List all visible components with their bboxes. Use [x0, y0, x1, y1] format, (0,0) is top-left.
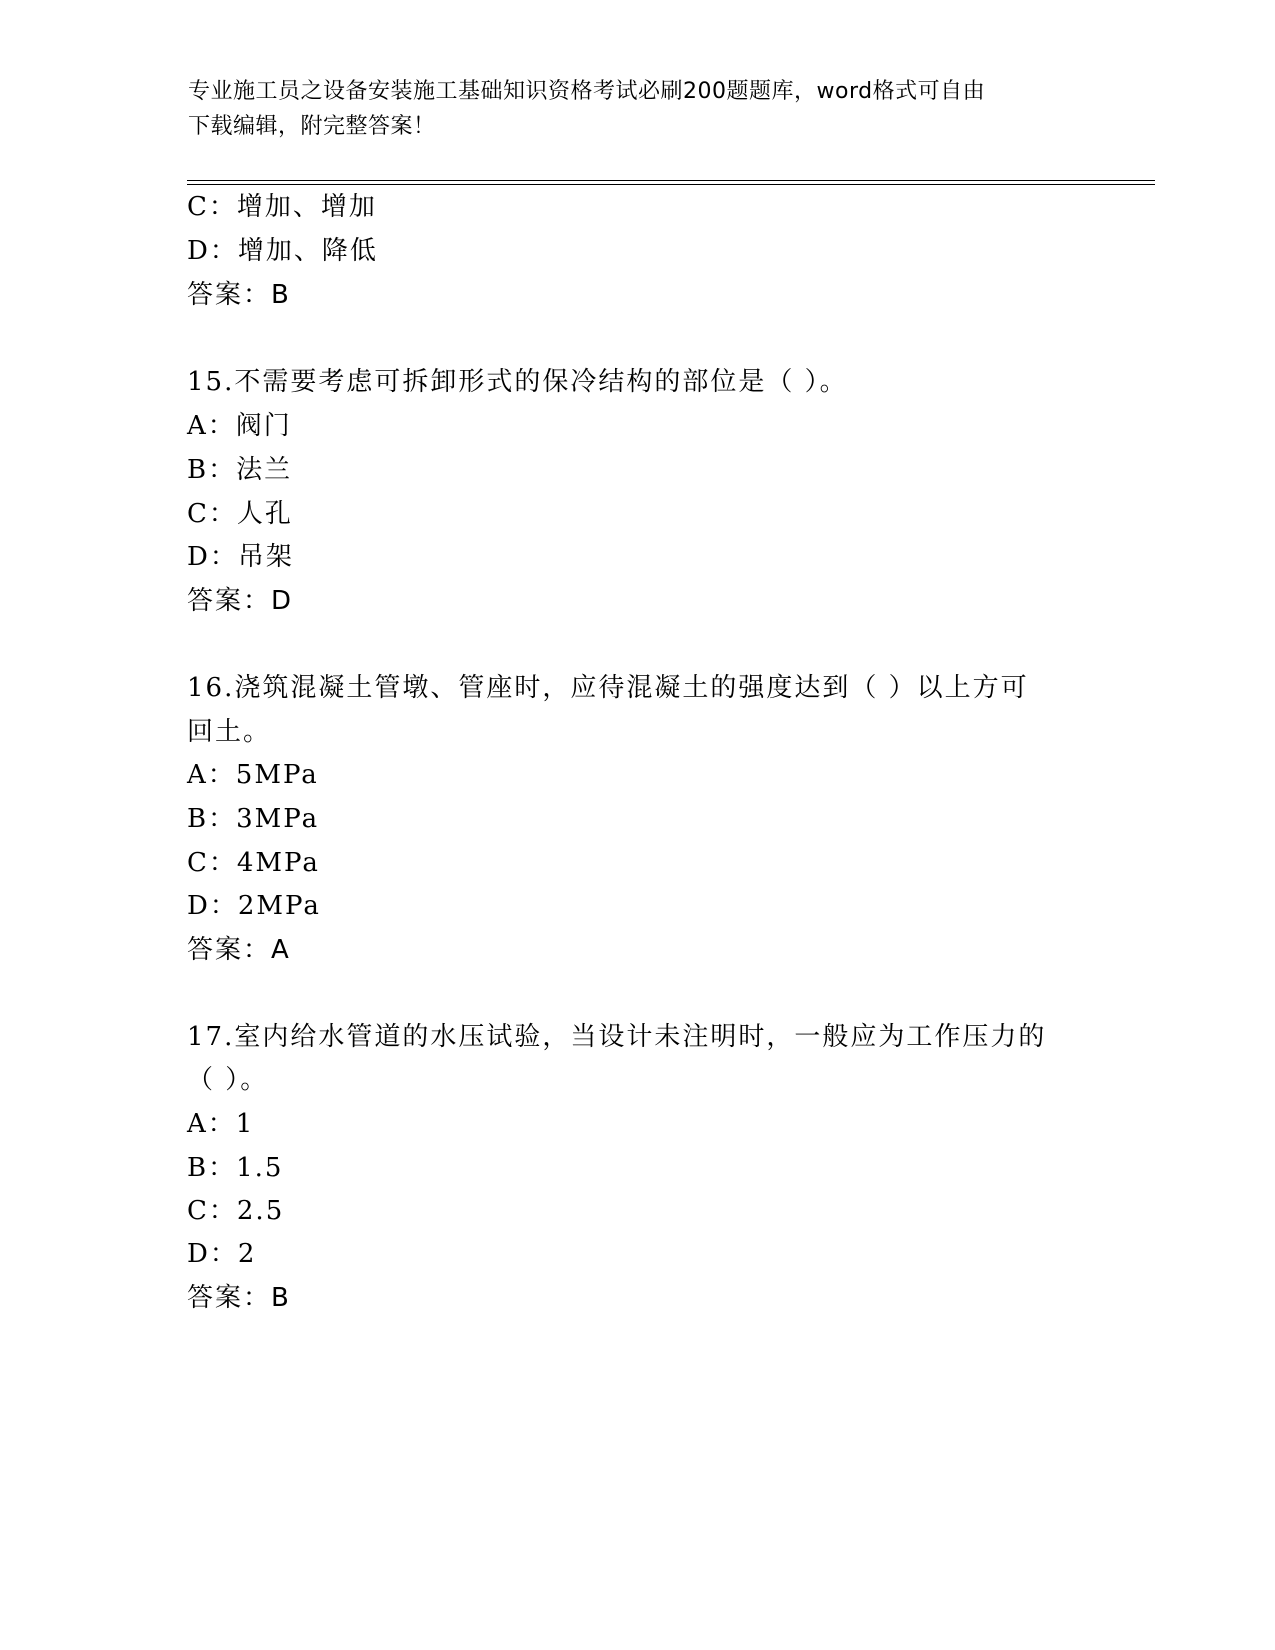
- header-rule-top: [187, 180, 1155, 181]
- option-c: C：增加、增加: [187, 192, 377, 222]
- question-17-option-a: A：1: [187, 1109, 255, 1139]
- question-15-stem: 15.不需要考虑可拆卸形式的保冷结构的部位是（ ）。: [187, 367, 848, 397]
- question-15-option-d: D：吊架: [187, 542, 294, 572]
- question-16-option-a: A：5MPa: [187, 760, 319, 790]
- answer-line: 答案：B: [187, 280, 291, 310]
- question-17-option-b: B：1.5: [187, 1153, 284, 1183]
- option-d: D：增加、降低: [187, 236, 378, 266]
- question-16-answer: 答案：A: [187, 935, 291, 965]
- question-16-option-c: C：4MPa: [187, 848, 320, 878]
- question-15-option-c: C：人孔: [187, 499, 293, 529]
- question-15-option-a: A：阀门: [187, 411, 292, 441]
- question-17-stem-line-2: （ ）。: [187, 1065, 269, 1095]
- header-rule-bottom: [187, 184, 1155, 185]
- question-16-option-d: D：2MPa: [187, 891, 321, 921]
- question-17-stem-line-1: 17.室内给水管道的水压试验，当设计未注明时，一般应为工作压力的: [187, 1022, 1047, 1052]
- question-17-option-c: C：2.5: [187, 1196, 285, 1226]
- question-16-stem-line-2: 回土。: [187, 717, 272, 747]
- question-15-answer: 答案：D: [187, 586, 294, 616]
- question-17-answer: 答案：B: [187, 1283, 291, 1313]
- header-line-1: 专业施工员之设备安装施工基础知识资格考试必刷200题题库，word格式可自由: [188, 79, 986, 104]
- question-16-stem-line-1: 16.浇筑混凝土管墩、管座时，应待混凝土的强度达到（ ）以上方可: [187, 673, 1029, 703]
- header-line-2: 下载编辑，附完整答案！: [188, 114, 436, 139]
- document-header: [188, 74, 1088, 144]
- question-17-option-d: D：2: [187, 1239, 257, 1269]
- question-16-option-b: B：3MPa: [187, 804, 320, 834]
- question-15-option-b: B：法兰: [187, 455, 293, 485]
